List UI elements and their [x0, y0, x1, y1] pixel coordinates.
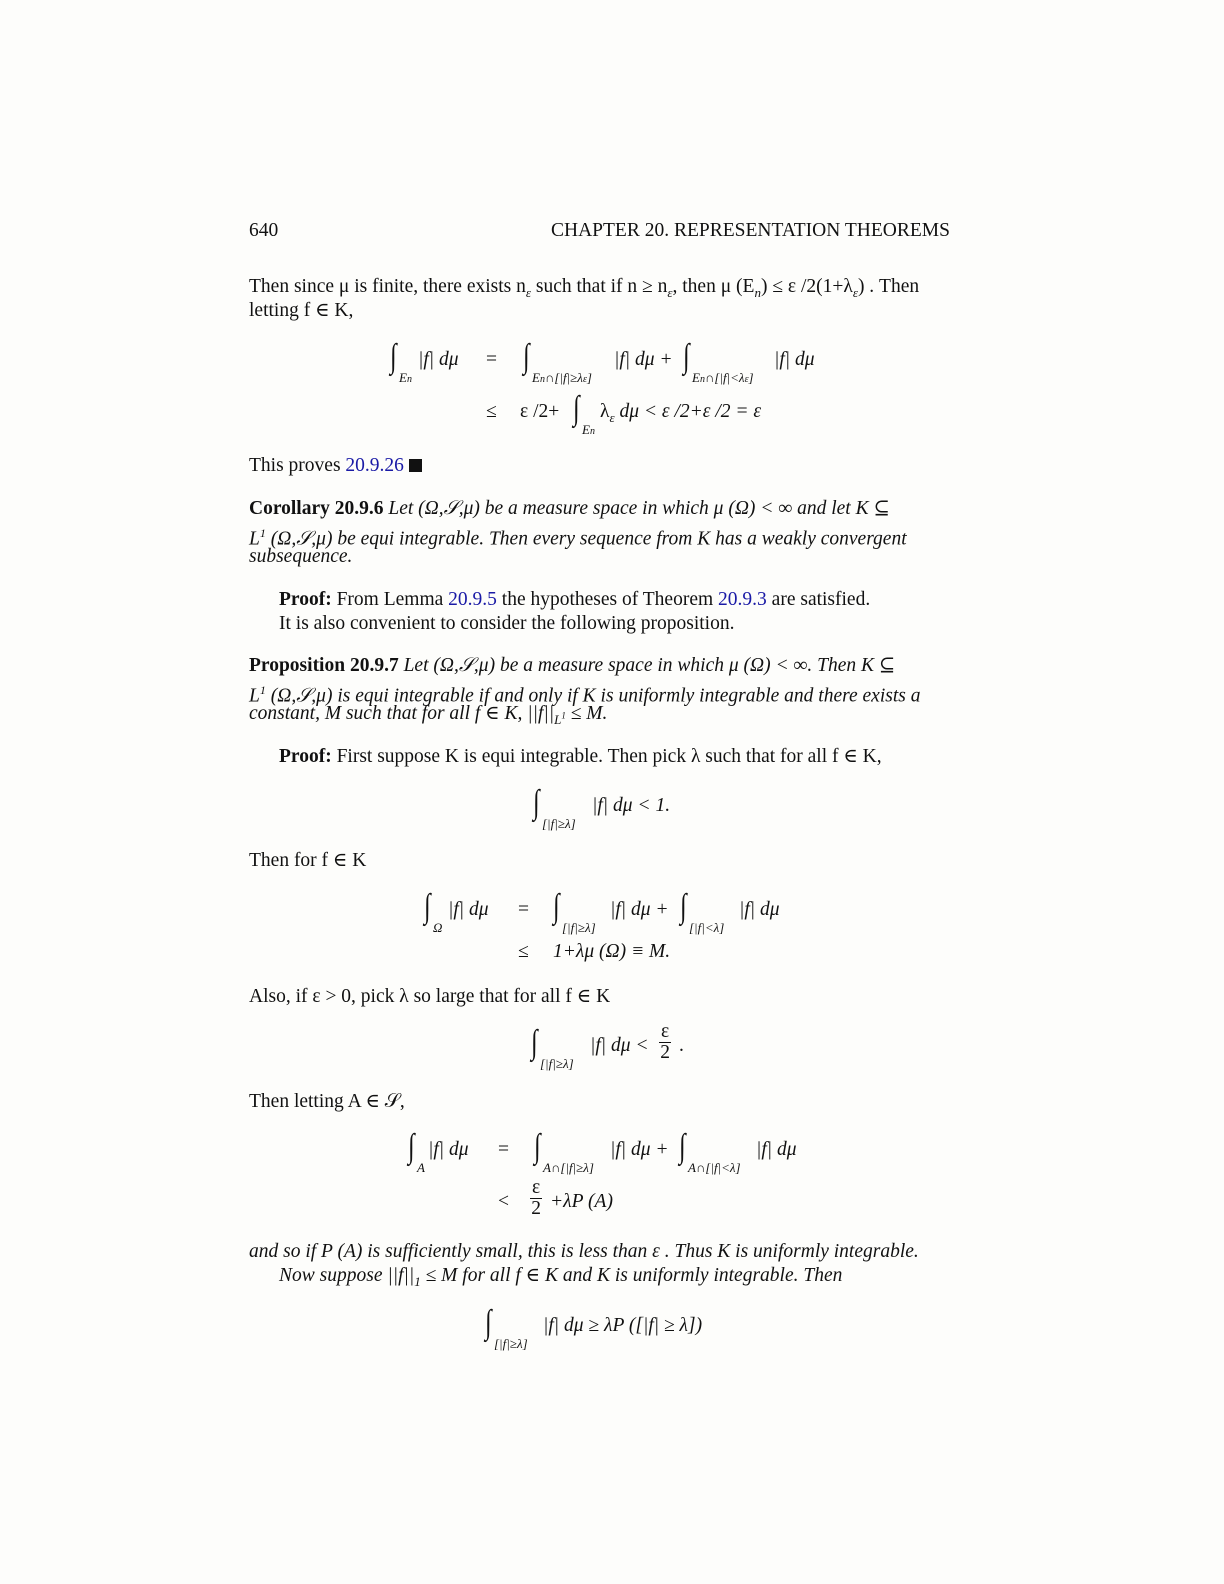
integral-sign: ∫ [390, 338, 397, 375]
then-letting-line: Then letting A ∈ 𝒮, [249, 1091, 405, 1112]
then-for-line: Then for f ∈ K [249, 850, 367, 871]
proposition-line-2: $L^1$ (Ω,𝒮,μ) is equi integrable if and only if K is uniformly integrable and there exists a [249, 683, 921, 707]
qed-square-icon [409, 459, 422, 472]
corollary-line-3: subsequence. [249, 546, 353, 567]
lemma-ref-link[interactable]: 20.9.5 [448, 589, 497, 610]
corollary-line-2: $L^1$ (Ω,𝒮,μ) be equi integrable. Then every sequence from K has a weakly convergent [249, 526, 907, 550]
closing-line-2: Now suppose $||f||_1 \le M$ for all f ∈ K and K is uniformly integrable. Then [279, 1265, 843, 1289]
intro-line-1: Then since μ is finite, there exists $n_\varepsilon$ such that if $n \ge n_\varepsilon$, then μ $(E_n) \le \varepsilon$ $/2(1+\lambda_\varepsilon)$ . Then [249, 276, 920, 300]
closing-line-1: and so if P (A) is sufficiently small, this is less than ε . Thus K is uniformly integrable. [249, 1241, 919, 1262]
also-line: Also, if ε > 0, pick λ so large that for all f ∈ K [249, 986, 611, 1007]
corollary-line-1: Corollary 20.9.6 Let (Ω,𝒮,μ) be a measure space in which μ (Ω) < ∞ and let K ⊆ [249, 498, 890, 519]
theorem-ref-link[interactable]: 20.9.3 [718, 589, 767, 610]
proof-2-line-1: Proof: First suppose K is equi integrable. Then pick λ such that for all f ∈ K, [279, 746, 882, 767]
proves-line: This proves 20.9.26 [249, 454, 422, 478]
running-header: CHAPTER 20. REPRESENTATION THEOREMS [551, 220, 950, 241]
proposition-line-3: constant, M such that for all f ∈ K, $||f||_{L^1} \le M$. [249, 703, 608, 727]
proof-1-line-1: Proof: From Lemma 20.9.5 the hypotheses of Theorem 20.9.3 are satisfied. [279, 589, 871, 610]
proposition-label: Proposition 20.9.7 [249, 655, 399, 676]
proof-1-line-2: It is also convenient to consider the following proposition. [279, 613, 735, 634]
proposition-line-1: Proposition 20.9.7 Let (Ω,𝒮,μ) be a measure space in which μ (Ω) < ∞. Then K ⊆ [249, 655, 896, 676]
intro-line-2: letting f ∈ K, [249, 300, 354, 321]
page-number: 640 [249, 220, 279, 241]
corollary-label: Corollary 20.9.6 [249, 498, 384, 519]
equation-ref-link[interactable]: 20.9.26 [345, 455, 404, 476]
